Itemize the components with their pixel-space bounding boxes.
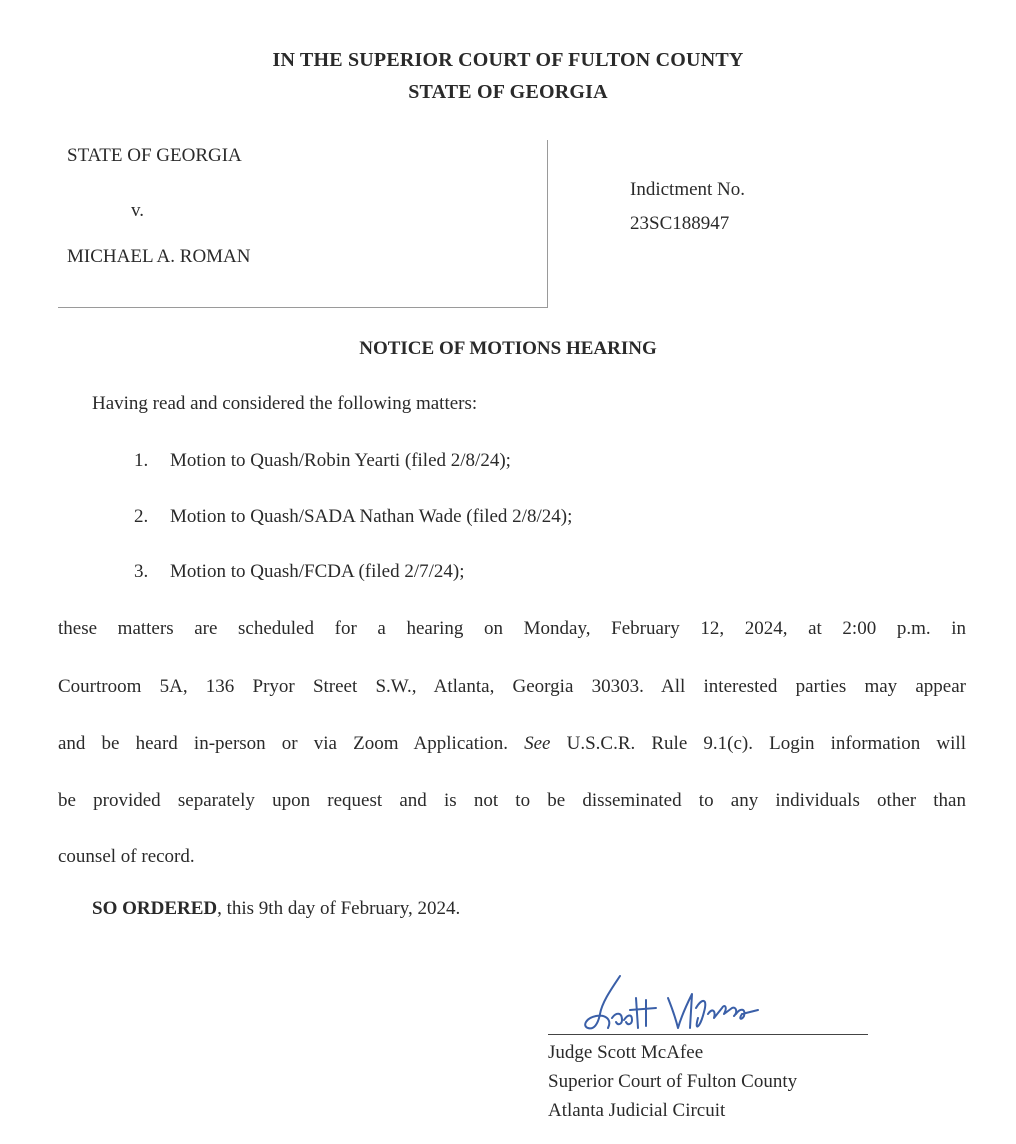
case-caption [58,140,548,308]
court-name: IN THE SUPERIOR COURT OF FULTON COUNTY [272,49,744,71]
versus: v. [131,200,145,221]
so-ordered-line [92,898,460,920]
body-line-3 [58,733,966,755]
judge-signature [572,968,772,1038]
list-item-text: Motion to Quash/SADA Nathan Wade (filed 2/8/24); [170,506,573,527]
body-line-2: Courtroom 5A, 136 Pryor Street S.W., Atlanta, Georgia 30303. All interested parties may appear [58,676,966,697]
indictment-block [630,173,745,241]
body-line-1: these matters are scheduled for a hearing on Monday, February 12, 2024, at 2:00 p.m. in [58,618,966,639]
court-header [0,44,1016,108]
so-ordered-date: , this 9th day of February, 2024. [217,898,461,919]
indictment-label: Indictment No. [630,179,746,200]
see-citation-signal: See [524,733,551,754]
intro-text: Having read and considered the following matters: [92,393,478,414]
court-state: STATE OF GEORGIA [408,81,608,103]
notice-title: NOTICE OF MOTIONS HEARING [359,338,657,359]
body-line-3-part-a: and be heard in-person or via Zoom Application. [58,733,525,754]
indictment-number: 23SC188947 [630,213,730,234]
body-line-5: counsel of record. [58,846,195,867]
judge-court: Superior Court of Fulton County [548,1071,798,1092]
body-line-4: be provided separately upon request and is not to be disseminated to any individuals other than [58,790,966,811]
list-item-text: Motion to Quash/FCDA (filed 2/7/24); [170,561,465,582]
list-item-number: 1. [134,450,149,471]
judge-name: Judge Scott McAfee [548,1042,704,1063]
list-item [134,506,572,528]
list-item-number: 2. [134,506,149,527]
list-item-text: Motion to Quash/Robin Yearti (filed 2/8/24); [170,450,511,471]
so-ordered-bold: SO ORDERED [92,898,218,919]
judge-circuit: Atlanta Judicial Circuit [548,1100,726,1121]
signature-line [548,1034,868,1035]
list-item [134,561,465,583]
list-item [134,450,511,472]
list-item-number: 3. [134,561,149,582]
plaintiff-name: STATE OF GEORGIA [67,145,242,166]
defendant-name: MICHAEL A. ROMAN [67,246,251,267]
signature-block [548,1038,797,1125]
body-line-3-part-b: U.S.C.R. Rule 9.1(c). Login information will [550,733,966,754]
